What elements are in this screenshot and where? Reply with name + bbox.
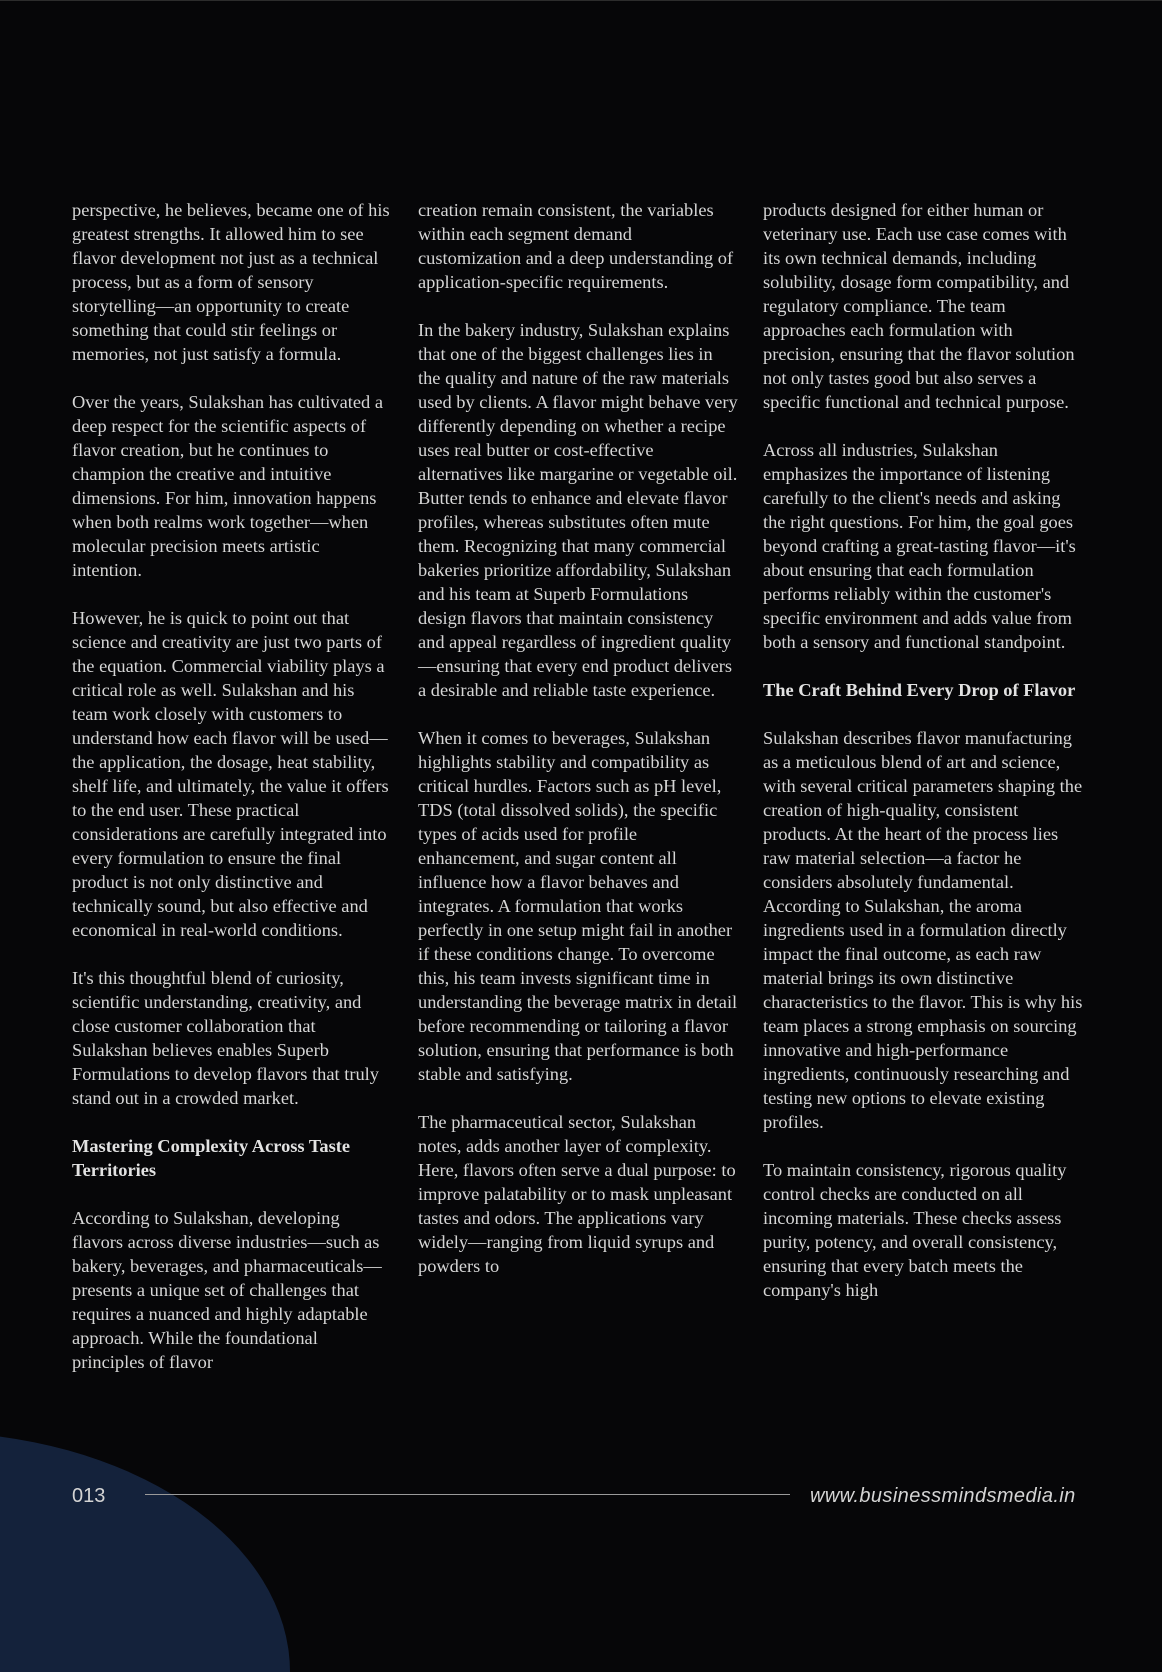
article-column-1 (72, 198, 392, 1398)
footer-divider (145, 1494, 790, 1495)
paragraph: The pharmaceutical sector, Sulakshan notes, adds another layer of complexity. Here, flavors often serve a dual purpose: to improve palatability or to mask unpleasant tastes and odors. The applications vary widely—ranging from liquid syrups and powders to (418, 1112, 736, 1276)
website-link[interactable]: www.businessmindsmedia.in (810, 1485, 1076, 1507)
paragraph: In the bakery industry, Sulakshan explains that one of the biggest challenges lies in the quality and nature of the raw materials used by clients. A flavor might behave very differently depending on whether a recipe uses real butter or cost-effective alternatives like margarine or vegetable oil. Butter tends to enhance and elevate flavor profiles, whereas substitutes often mute them. Recognizing that many commercial bakeries prioritize affordability, Sulakshan and his team at Superb Formulations design flavors that maintain consistency and appeal regardless of ingredient quality—ensuring that every end product delivers a desirable and reliable taste experience. (418, 320, 738, 700)
article-column-3 (763, 198, 1083, 1326)
section-heading: Mastering Complexity Across Taste Territories (72, 1136, 351, 1180)
paragraph: According to Sulakshan, developing flavors across diverse industries—such as bakery, beverages, and pharmaceuticals—presents a unique set of challenges that requires a nuanced and highly adaptable approach. While the foundational principles of flavor (72, 1208, 382, 1372)
paragraph: perspective, he believes, became one of his greatest strengths. It allowed him to see flavor development not just as a technical process, but as a form of sensory storytelling—an opportunity to create something that could stir feelings or memories, not just satisfy a formula. (72, 200, 390, 364)
corner-decoration (0, 1432, 290, 1672)
paragraph: products designed for either human or veterinary use. Each use case comes with its own technical demands, including solubility, dosage form compatibility, and regulatory compliance. The team approaches each formulation with precision, ensuring that the flavor solution not only tastes good but also serves a specific functional and technical purpose. (763, 200, 1075, 412)
paragraph: Sulakshan describes flavor manufacturing as a meticulous blend of art and science, with several critical parameters shaping the creation of high-quality, consistent products. At the heart of the process lies raw material selection—a factor he considers absolutely fundamental. According to Sulakshan, the aroma ingredients used in a formulation directly impact the final outcome, as each raw material brings its own distinctive characteristics to the flavor. This is why his team places a strong emphasis on sourcing innovative and high-performance ingredients, continuously researching and testing new options to elevate existing profiles. (763, 728, 1083, 1132)
paragraph: Across all industries, Sulakshan emphasizes the importance of listening carefully to the client's needs and asking the right questions. For him, the goal goes beyond crafting a great-tasting flavor—it's about ensuring that each formulation performs reliably within the customer's specific environment and adds value from both a sensory and functional standpoint. (763, 440, 1076, 652)
paragraph: creation remain consistent, the variables within each segment demand customization and a deep understanding of application-specific requirements. (418, 200, 734, 292)
page-number: 013 (72, 1485, 106, 1507)
paragraph: Over the years, Sulakshan has cultivated a deep respect for the scientific aspects of flavor creation, but he continues to champion the creative and intuitive dimensions. For him, innovation happens when both realms work together—when molecular precision meets artistic intention. (72, 392, 384, 580)
paragraph: However, he is quick to point out that science and creativity are just two parts of the equation. Commercial viability plays a critical role as well. Sulakshan and his team work closely with customers to understand how each flavor will be used—the application, the dosage, heat stability, shelf life, and ultimately, the value it offers to the end user. These practical considerations are carefully integrated into every formulation to ensure the final product is not only distinctive and technically sound, but also effective and economical in real-world conditions. (72, 608, 389, 940)
top-border (0, 0, 1162, 1)
paragraph: To maintain consistency, rigorous quality control checks are conducted on all incoming materials. These checks assess purity, potency, and overall consistency, ensuring that every batch meets the company's high (763, 1160, 1067, 1300)
paragraph: It's this thoughtful blend of curiosity, scientific understanding, creativity, and close customer collaboration that Sulakshan believes enables Superb Formulations to develop flavors that truly stand out in a crowded market. (72, 968, 379, 1108)
section-heading: The Craft Behind Every Drop of Flavor (763, 680, 1076, 700)
paragraph: When it comes to beverages, Sulakshan highlights stability and compatibility as critical hurdles. Factors such as pH level, TDS (total dissolved solids), the specific types of acids used for profile enhancement, and sugar content all influence how a flavor behaves and integrates. A formulation that works perfectly in one setup might fail in another if these conditions change. To overcome this, his team invests significant time in understanding the beverage matrix in detail before recommending or tailoring a flavor solution, ensuring that performance is both stable and satisfying. (418, 728, 738, 1084)
article-column-2 (418, 198, 738, 1302)
